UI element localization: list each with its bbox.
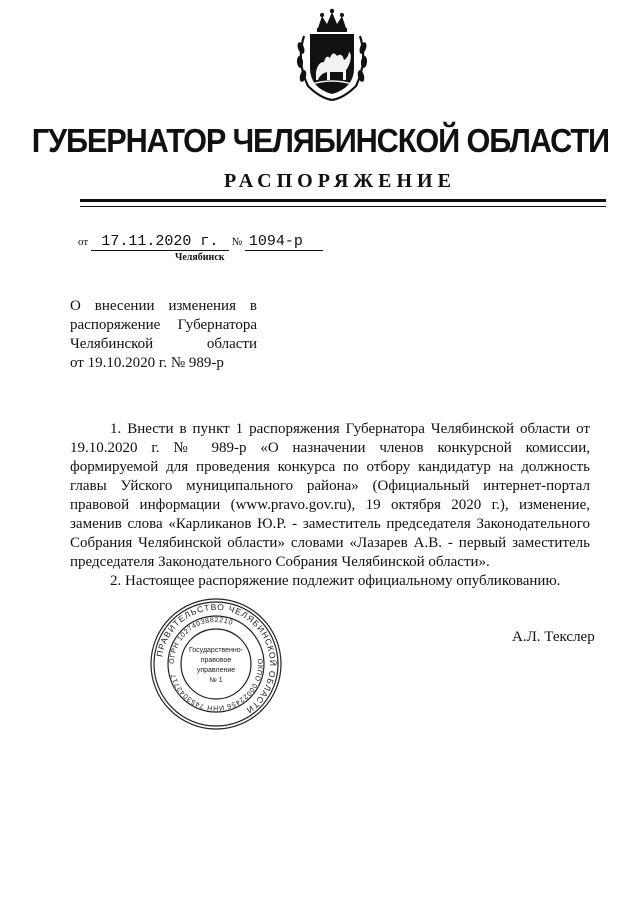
stamp-center-line: Государственно- xyxy=(188,647,244,654)
document-number: 1094-р xyxy=(245,233,323,251)
stamp-okpo: ОКПО 00022456 xyxy=(225,658,264,710)
document-type: РАСПОРЯЖЕНИЕ xyxy=(224,170,456,192)
signer-name: А.Л. Текслер xyxy=(512,629,595,645)
registration-line xyxy=(78,233,323,251)
stamp-center-line: № 1 xyxy=(209,677,223,684)
document-body xyxy=(70,420,590,591)
stamp-ogrn: ОГРН 1027403882210 xyxy=(168,616,234,665)
document-subject xyxy=(70,297,257,373)
number-label: № xyxy=(231,236,243,248)
stamp-center-line: правовое xyxy=(200,657,232,664)
subject-line: О внесении изменения в xyxy=(70,298,257,314)
stamp-ring-text: ПРАВИТЕЛЬСТВО ЧЕЛЯБИНСКОЙ ОБЛАСТИ xyxy=(154,601,279,716)
header-rule-thick xyxy=(80,199,606,202)
body-paragraph: 1. Внести в пункт 1 распоряжения Губернатора Челябинской области от 19.10.2020 г. № 989-р «О назначении членов конкурсной комиссии, формируемой для проведения конкурса по отбору кандидатур на должность главы Уйского муниципального района» (Официальный интернет-портал правовой информации (www.pravo.gov.ru), 19 октября 2020 г.), изменение, заменив слова «Карликанов Ю.Р. - заместитель председателя Законодательного Собрания Челябинской области» словами «Лазарев А.В. - первый заместитель председателя Законодательного Собрания Челябинской области». xyxy=(70,421,590,570)
body-paragraph: 2. Настоящее распоряжение подлежит официальному опубликованию. xyxy=(110,573,561,589)
from-label: от xyxy=(78,236,89,248)
issuer-title: ГУБЕРНАТОР ЧЕЛЯБИНСКОЙ ОБЛАСТИ xyxy=(31,122,609,159)
subject-line: от 19.10.2020 г. № 989-р xyxy=(70,355,224,371)
document-date: 17.11.2020 г. xyxy=(91,233,229,251)
subject-line: распоряжение Губернатора xyxy=(70,317,257,333)
header-rule-thin xyxy=(80,206,606,207)
issue-city: Челябинск xyxy=(175,252,225,263)
stamp-inn: ИНН 7453042717 xyxy=(170,672,225,712)
stamp-center-line: управление xyxy=(196,667,236,674)
subject-line: Челябинской области xyxy=(70,336,257,352)
official-stamp xyxy=(148,596,284,732)
coat-of-arms-emblem xyxy=(286,6,378,104)
